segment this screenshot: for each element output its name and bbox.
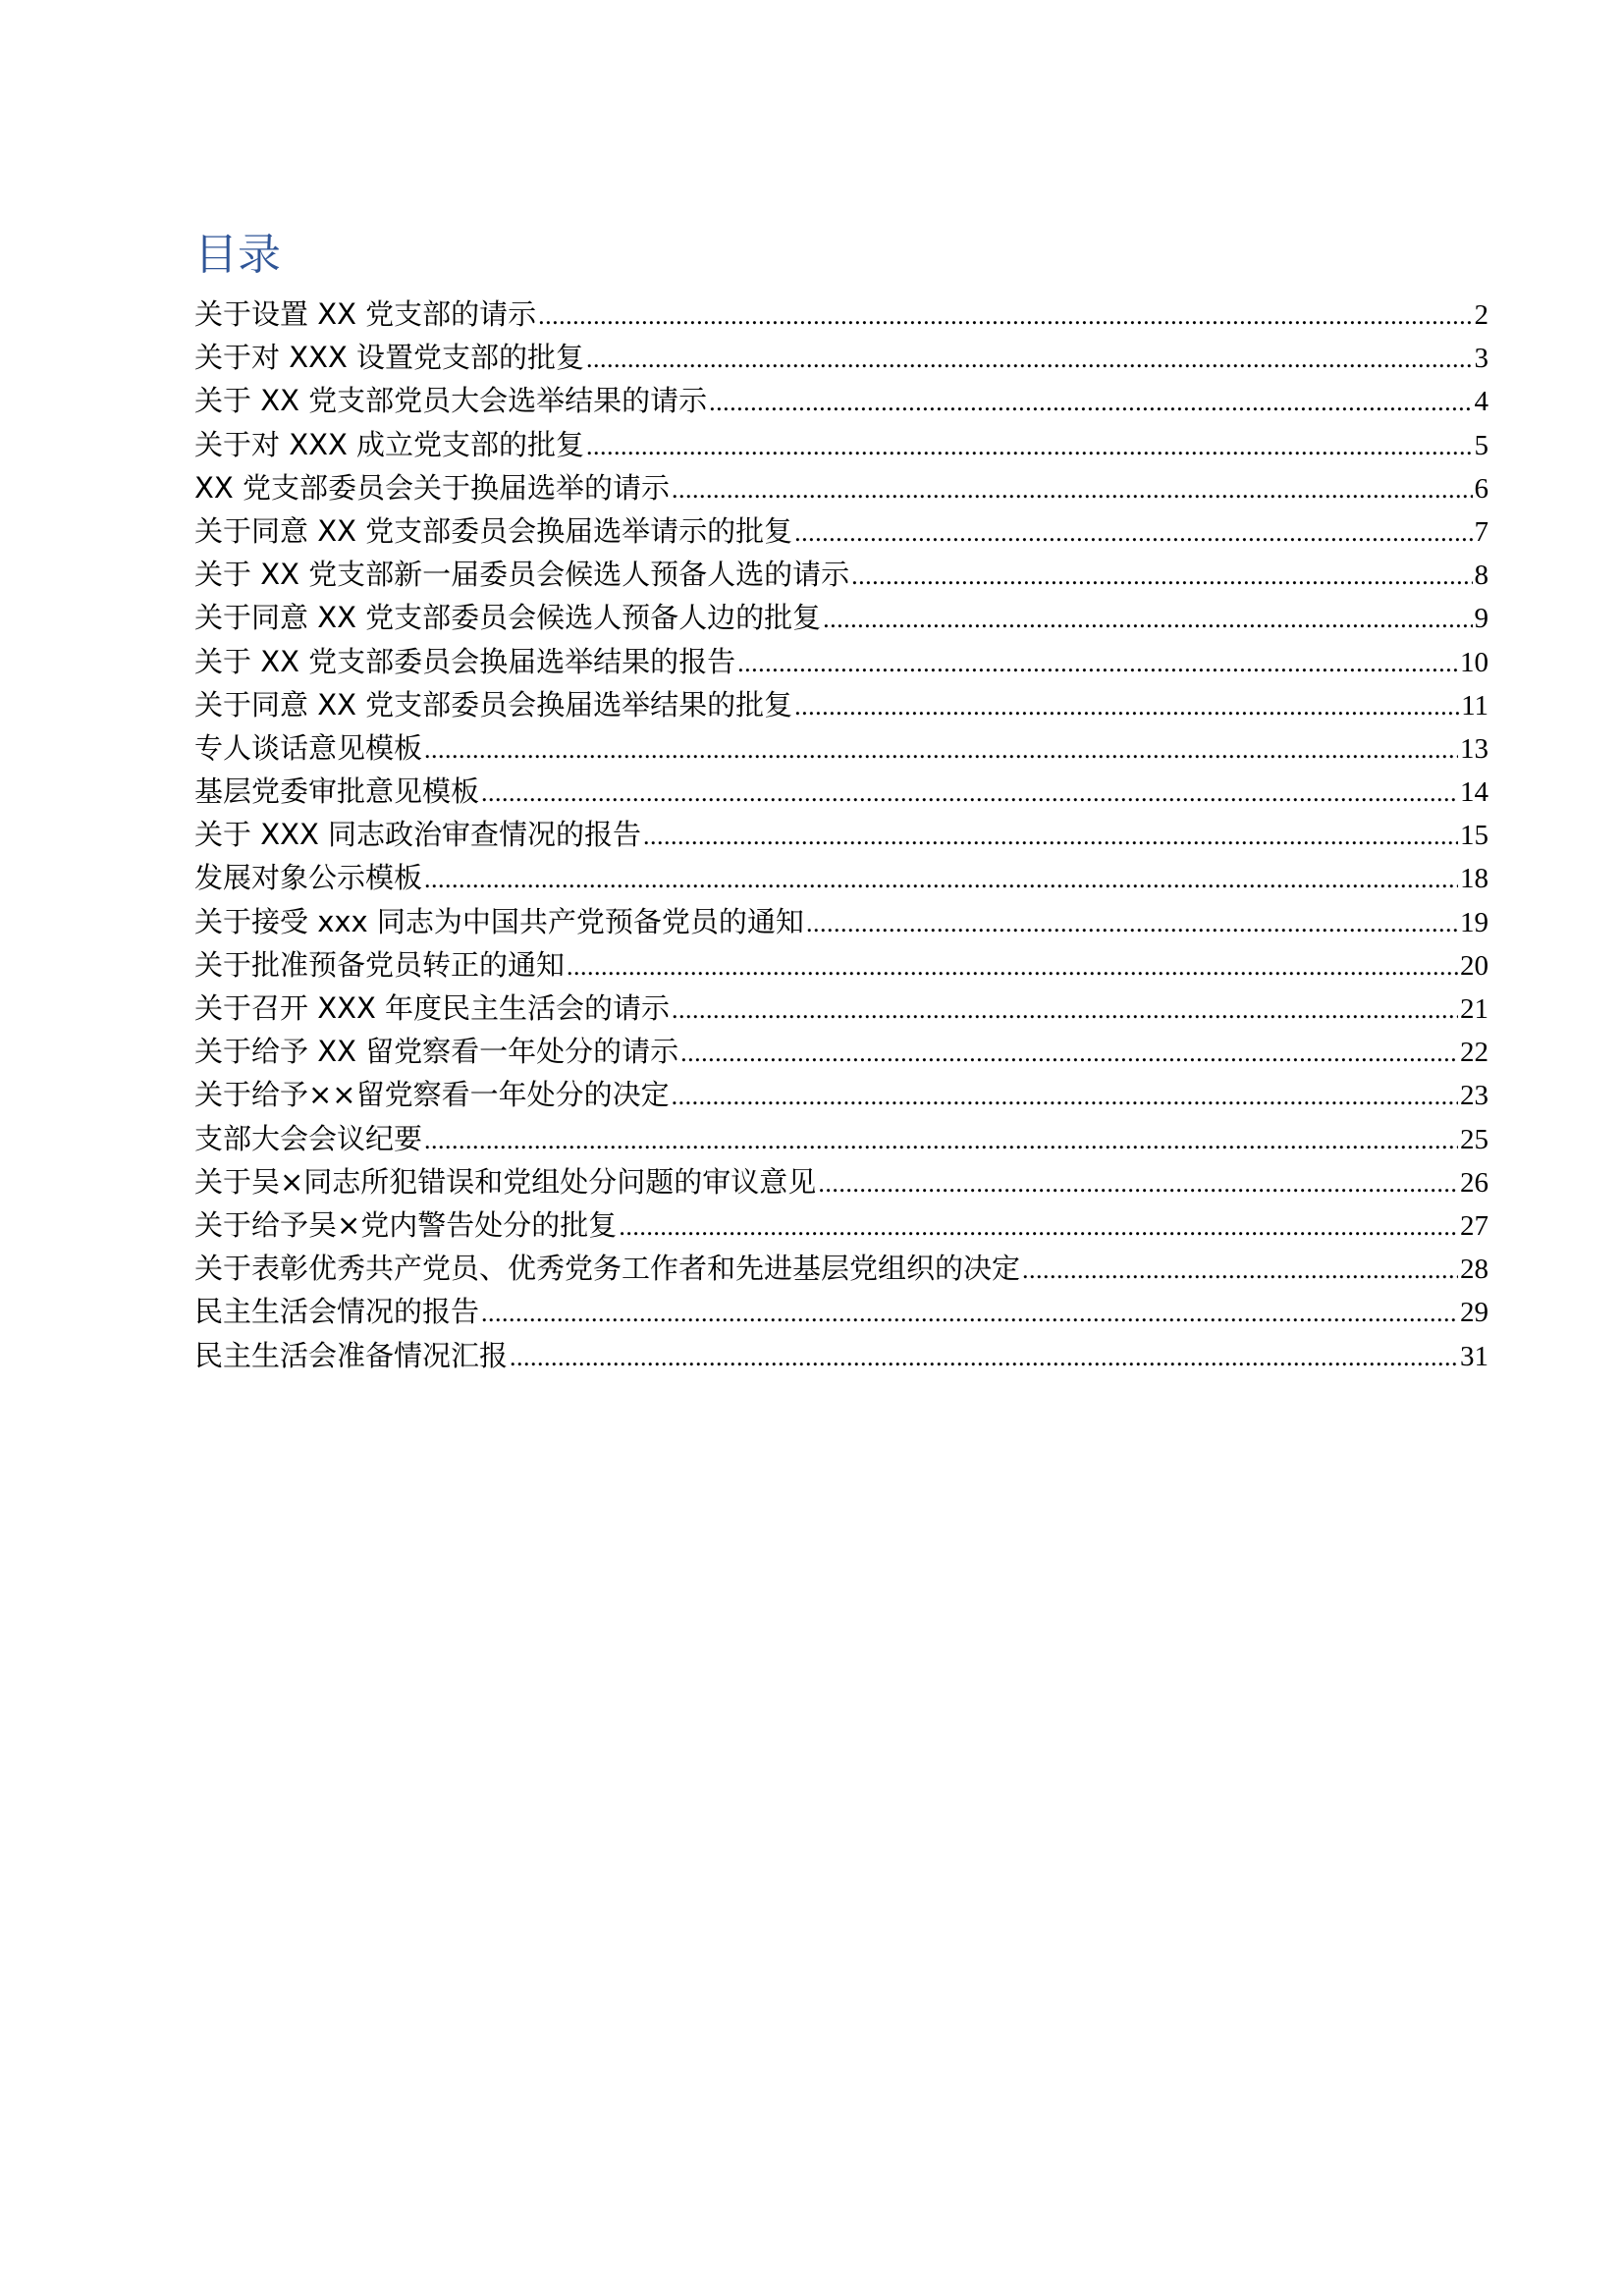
toc-dot-leader	[424, 1119, 1458, 1162]
toc-dot-leader	[510, 1336, 1458, 1379]
toc-entry[interactable]	[194, 336, 1489, 379]
toc-dot-leader	[481, 772, 1458, 815]
toc-page-number: 4	[1474, 386, 1489, 418]
toc-title: 目录	[194, 230, 281, 280]
toc-page-number: 19	[1460, 906, 1489, 938]
toc-page-number: 13	[1460, 732, 1489, 765]
toc-entry[interactable]	[194, 1117, 1489, 1160]
toc-entry-text: 关于召开 XXX 年度民主生活会的请示	[194, 991, 671, 1025]
toc-entry[interactable]	[194, 553, 1489, 596]
toc-page-number: 3	[1474, 343, 1489, 375]
toc-entry[interactable]	[194, 726, 1489, 770]
toc-dot-leader	[424, 858, 1458, 901]
toc-entry[interactable]	[194, 1160, 1489, 1203]
toc-dot-leader	[680, 1032, 1458, 1075]
toc-entry[interactable]	[194, 466, 1489, 509]
toc-page-number: 10	[1460, 646, 1489, 678]
toc-entry-text: 关于 XX 党支部委员会换届选举结果的报告	[194, 644, 736, 678]
toc-page-number: 14	[1460, 776, 1489, 809]
toc-entry[interactable]	[194, 423, 1489, 466]
toc-page-number: 8	[1474, 560, 1489, 592]
toc-page-number: 28	[1460, 1254, 1489, 1286]
toc-entry-text: 关于 XXX 同志政治审查情况的报告	[194, 818, 642, 852]
toc-dot-leader	[586, 425, 1472, 468]
toc-entry-text: 关于设置 XX 党支部的请示	[194, 297, 537, 331]
toc-page-number: 23	[1460, 1080, 1489, 1112]
toc-dot-leader	[794, 685, 1459, 728]
toc-page-number: 21	[1460, 993, 1489, 1025]
toc-entry[interactable]	[194, 1247, 1489, 1290]
toc-entry[interactable]	[194, 1073, 1489, 1116]
toc-entry[interactable]	[194, 770, 1489, 813]
toc-dot-leader	[709, 381, 1472, 424]
toc-dot-leader	[586, 338, 1472, 381]
toc-entry[interactable]	[194, 640, 1489, 683]
toc-entry-text: 关于对 XXX 设置党支部的批复	[194, 341, 585, 375]
toc-page-number: 15	[1460, 820, 1489, 852]
toc-entry-text: 支部大会会议纪要	[194, 1121, 423, 1155]
toc-entry-text: 关于吴×同志所犯错误和党组处分问题的审议意见	[194, 1164, 817, 1199]
toc-dot-leader	[643, 815, 1458, 858]
toc-entry[interactable]	[194, 293, 1489, 336]
toc-page-number: 6	[1474, 472, 1489, 505]
toc-dot-leader	[737, 642, 1458, 685]
toc-entry[interactable]	[194, 379, 1489, 422]
toc-page-number: 29	[1460, 1297, 1489, 1329]
toc-entry[interactable]	[194, 1334, 1489, 1377]
toc-page-number: 11	[1461, 689, 1489, 721]
toc-dot-leader	[794, 511, 1472, 555]
toc-entry[interactable]	[194, 987, 1489, 1030]
toc-page-number: 25	[1460, 1123, 1489, 1155]
toc-entry[interactable]	[194, 596, 1489, 639]
toc-page-number: 7	[1474, 515, 1489, 548]
toc-entry-text: 关于同意 XX 党支部委员会换届选举结果的批复	[194, 687, 793, 721]
toc-page-number: 22	[1460, 1037, 1489, 1069]
toc-entry[interactable]	[194, 1203, 1489, 1247]
toc-page-number: 9	[1474, 603, 1489, 635]
toc-dot-leader	[619, 1205, 1458, 1249]
toc-dot-leader	[424, 728, 1458, 772]
toc-page-number: 31	[1460, 1340, 1489, 1372]
toc-dot-leader	[851, 555, 1472, 598]
toc-entry-text: XX 党支部委员会关于换届选举的请示	[194, 470, 670, 505]
toc-list	[194, 293, 1489, 1377]
toc-dot-leader	[818, 1162, 1458, 1205]
toc-entry[interactable]	[194, 900, 1489, 943]
toc-dot-leader	[538, 294, 1472, 338]
toc-entry-text: 关于同意 XX 党支部委员会候选人预备人边的批复	[194, 601, 822, 635]
toc-dot-leader	[806, 902, 1458, 945]
toc-entry-text: 关于对 XXX 成立党支部的批复	[194, 427, 585, 461]
toc-dot-leader	[672, 1075, 1458, 1118]
toc-page-number: 27	[1460, 1209, 1489, 1242]
toc-entry-text: 发展对象公示模板	[194, 861, 423, 895]
toc-entry[interactable]	[194, 813, 1489, 856]
toc-entry-text: 关于给予 XX 留党察看一年处分的请示	[194, 1035, 679, 1069]
toc-entry[interactable]	[194, 509, 1489, 553]
toc-page-number: 18	[1460, 863, 1489, 895]
toc-entry[interactable]	[194, 1030, 1489, 1073]
toc-entry-text: 关于批准预备党员转正的通知	[194, 947, 566, 982]
toc-entry[interactable]	[194, 943, 1489, 987]
toc-entry-text: 关于 XX 党支部新一届委员会候选人预备人选的请示	[194, 558, 850, 592]
toc-entry-text: 民主生活会准备情况汇报	[194, 1338, 509, 1372]
toc-dot-leader	[823, 598, 1472, 641]
toc-entry-text: 关于给予××留党察看一年处分的决定	[194, 1078, 670, 1112]
toc-dot-leader	[567, 945, 1458, 988]
toc-dot-leader	[481, 1292, 1458, 1335]
toc-entry[interactable]	[194, 856, 1489, 899]
toc-page-number: 26	[1460, 1166, 1489, 1199]
toc-entry-text: 关于接受 xxx 同志为中国共产党预备党员的通知	[194, 904, 804, 938]
toc-page-number: 2	[1474, 299, 1489, 331]
toc-dot-leader	[1022, 1249, 1458, 1292]
toc-entry-text: 关于同意 XX 党支部委员会换届选举请示的批复	[194, 513, 793, 548]
toc-dot-leader	[672, 988, 1458, 1032]
toc-entry-text: 关于 XX 党支部党员大会选举结果的请示	[194, 384, 708, 418]
toc-entry[interactable]	[194, 1290, 1489, 1333]
toc-entry[interactable]	[194, 683, 1489, 726]
toc-page-number: 5	[1474, 429, 1489, 461]
toc-entry-text: 基层党委审批意见模板	[194, 774, 480, 809]
toc-dot-leader	[672, 468, 1473, 511]
toc-entry-text: 专人谈话意见模板	[194, 730, 423, 765]
toc-entry-text: 民主生活会情况的报告	[194, 1295, 480, 1329]
toc-entry-text: 关于表彰优秀共产党员、优秀党务工作者和先进基层党组织的决定	[194, 1252, 1021, 1286]
toc-page-number: 20	[1460, 949, 1489, 982]
toc-entry-text: 关于给予吴×党内警告处分的批复	[194, 1207, 618, 1242]
